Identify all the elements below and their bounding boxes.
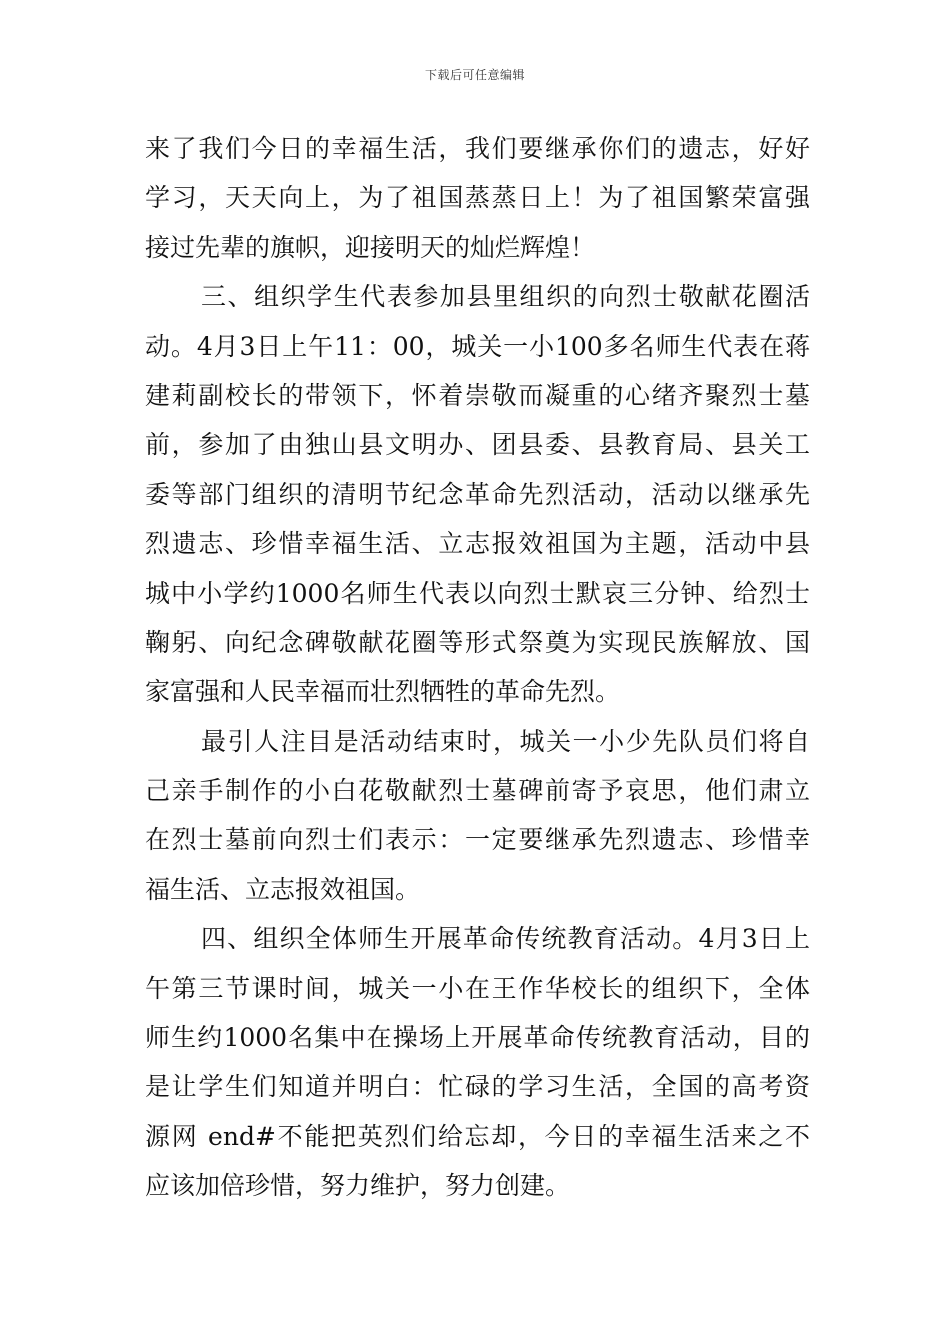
text-line: 鞠躬、向纪念碑敬献花圈等形式祭奠为实现民族解放、国 <box>145 627 810 657</box>
text-line: 学习，天天向上，为了祖国蒸蒸日上！为了祖国繁荣富强 <box>145 183 810 213</box>
text-line: 师生约1000名集中在操场上开展革命传统教育活动，目的 <box>145 1023 810 1053</box>
text-line: 前，参加了由独山县文明办、团县委、县教育局、县关工 <box>145 430 810 460</box>
text-line: 来了我们今日的幸福生活，我们要继承你们的遗志，好好 <box>145 134 810 163</box>
text-line: 福生活、立志报效祖国。 <box>145 874 421 904</box>
text-line: 动。4月3日上午11：00，城关一小100多名师生代表在蒋 <box>145 331 810 361</box>
text-line: 最引人注目是活动结束时，城关一小少先队员们将自 <box>201 726 810 756</box>
text-line: 家富强和人民幸福而壮烈牺牲的革命先烈。 <box>145 677 621 707</box>
text-line: 源网 end#不能把英烈们给忘却，今日的幸福生活来之不 <box>145 1121 810 1151</box>
text-line: 应该加倍珍惜，努力维护，努力创建。 <box>145 1171 571 1201</box>
text-line: 三、组织学生代表参加县里组织的向烈士敬献花圈活 <box>201 282 810 312</box>
text-line: 是让学生们知道并明白：忙碌的学习生活，全国的高考资 <box>145 1072 810 1102</box>
document-body <box>145 124 810 1211</box>
text-line: 烈遗志、珍惜幸福生活、立志报效祖国为主题，活动中县 <box>145 529 810 559</box>
page-header: 下载后可任意编辑 <box>424 68 525 82</box>
text-line: 委等部门组织的清明节纪念革命先烈活动，活动以继承先 <box>145 479 810 509</box>
text-line: 建莉副校长的带领下，怀着崇敬而凝重的心绪齐聚烈士墓 <box>145 380 810 410</box>
text-line: 己亲手制作的小白花敬献烈士墓碑前寄予哀思，他们肃立 <box>145 776 810 806</box>
text-line: 在烈士墓前向烈士们表示：一定要继承先烈遗志、珍惜幸 <box>145 825 810 855</box>
text-line: 午第三节课时间，城关一小在王作华校长的组织下，全体 <box>145 973 810 1003</box>
text-line: 接过先辈的旗帜，迎接明天的灿烂辉煌！ <box>145 232 596 262</box>
text-line: 四、组织全体师生开展革命传统教育活动。4月3日上 <box>201 924 810 954</box>
text-line: 城中小学约1000名师生代表以向烈士默哀三分钟、给烈士 <box>145 578 810 608</box>
